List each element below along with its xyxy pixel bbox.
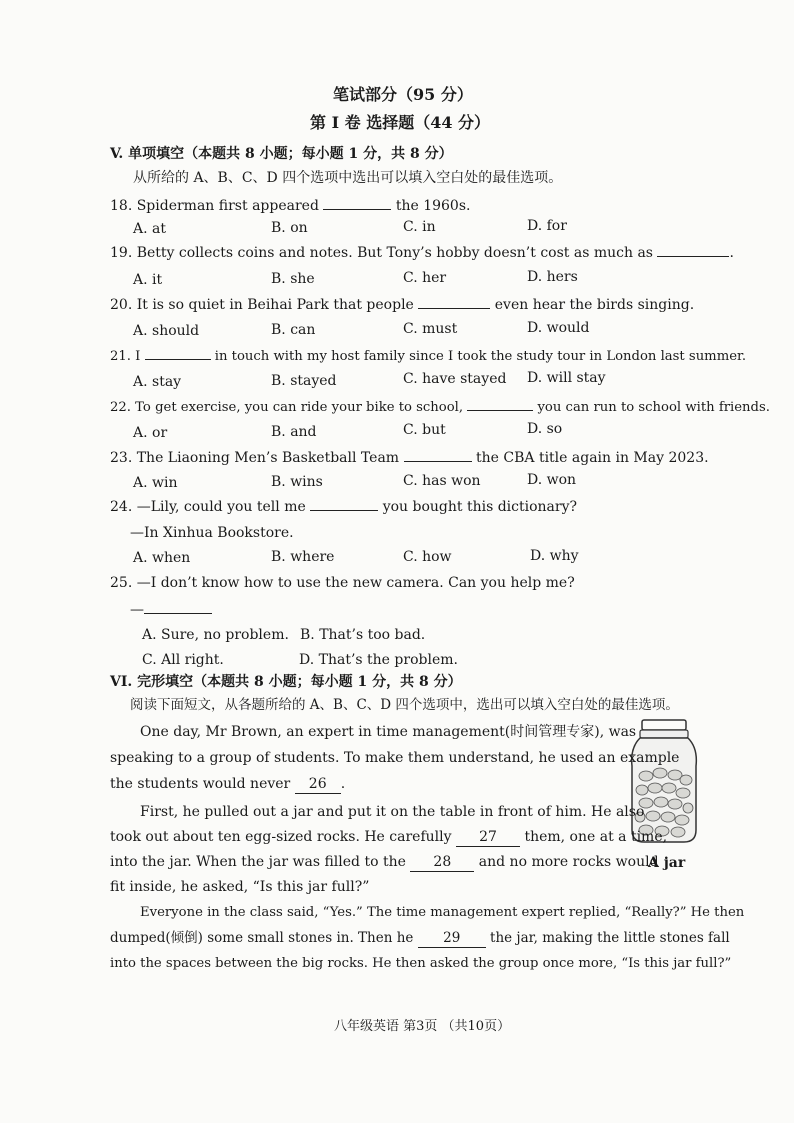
passage-text: . [340, 776, 346, 792]
option-a: A. should [133, 323, 200, 339]
option-b: B. she [271, 271, 315, 287]
option-b: B. where [271, 549, 335, 565]
question-24-answer-line: —In Xinhua Bookstore. [130, 525, 294, 541]
question-stem: 24. —Lily, could you tell me [110, 499, 306, 515]
question-22 [110, 397, 770, 417]
passage-text: and no more rocks would [478, 854, 659, 870]
option-d: D. That’s the problem. [299, 652, 458, 668]
option-c: C. in [403, 219, 436, 235]
passage-text: took out about ten egg-sized rocks. He carefully [110, 829, 452, 845]
question-stem: 20. It is so quiet in Beihai Park that people [110, 297, 414, 313]
option-a: A. win [133, 475, 178, 491]
option-a: A. it [133, 272, 163, 288]
question-stem: 19. Betty collects coins and notes. But Tony’s hobby doesn’t cost as much as [110, 245, 653, 261]
jar-image-icon [632, 720, 697, 842]
option-c: C. how [403, 549, 452, 565]
question-stem-end: the 1960s. [395, 198, 471, 214]
option-d: D. why [530, 548, 579, 564]
option-a: A. Sure, no problem. [142, 627, 289, 643]
question-stem-end: . [729, 245, 734, 261]
question-stem-end: you bought this dictionary? [382, 499, 577, 515]
option-b: B. stayed [271, 373, 337, 389]
question-21 [110, 346, 746, 366]
answer-blank [418, 295, 490, 309]
passage-text: dumped(倾倒) some small stones in. Then he [110, 930, 414, 946]
passage-line: fit inside, he asked, “Is this jar full?” [110, 879, 370, 895]
option-d: D. would [527, 320, 590, 336]
passage-line [110, 828, 668, 846]
question-stem-end: in touch with my host family since I took the study tour in London last summer. [214, 349, 747, 364]
passage-line [110, 775, 345, 794]
answer-blank [323, 196, 391, 210]
passage-line [110, 853, 659, 872]
passage-text: the jar, making the little stones fall [490, 930, 730, 946]
question-23 [110, 448, 709, 467]
section-6-instruction: 阅读下面短文，从各题所给的 A、B、C、D 四个选项中，选出可以填入空白处的最佳选项。 [130, 697, 679, 713]
option-b: B. and [271, 424, 317, 440]
jar-illustration [628, 718, 700, 846]
option-c: C. All right. [142, 652, 224, 668]
question-25-answer-line [130, 600, 212, 619]
jar-caption: A jar [648, 855, 686, 871]
answer-blank [145, 346, 211, 360]
question-24 [110, 497, 577, 516]
option-c: C. but [403, 422, 446, 438]
question-19 [110, 243, 734, 262]
passage-text: into the jar. When the jar was filled to the [110, 854, 406, 870]
question-stem-end: you can run to school with friends. [537, 400, 770, 415]
section-5-instruction: 从所给的 A、B、C、D 四个选项中选出可以填入空白处的最佳选项。 [133, 170, 563, 186]
question-stem-end: the CBA title again in May 2023. [476, 450, 709, 466]
option-a: A. when [133, 550, 191, 566]
page-subtitle: 第 I 卷 选择题（44 分） [310, 113, 491, 132]
dash: — [130, 602, 144, 618]
option-c: C. her [403, 270, 447, 286]
option-a: A. stay [133, 374, 182, 390]
option-d: D. will stay [527, 370, 606, 386]
page-footer: 八年级英语 第3页 （共10页） [334, 1019, 511, 1034]
passage-line: One day, Mr Brown, an expert in time management(时间管理专家), was [140, 724, 637, 740]
option-d: D. so [527, 421, 563, 437]
question-stem-end: even hear the birds singing. [494, 297, 695, 313]
passage-text: the students would never [110, 776, 291, 792]
section-5-heading: V. 单项填空（本题共 8 小题；每小题 1 分，共 8 分） [110, 146, 453, 162]
page-title: 笔试部分（95 分） [333, 85, 473, 104]
option-b: B. can [271, 322, 316, 338]
passage-line-first: First, he pulled out a jar and put it on the table in front of him. He also [140, 804, 645, 820]
passage-line: Everyone in the class said, “Yes.” The time management expert replied, “Really?” He then [140, 905, 745, 920]
question-18 [110, 196, 470, 215]
option-d: D. hers [527, 269, 578, 285]
answer-blank [310, 497, 378, 511]
option-b: B. That’s too bad. [300, 627, 426, 643]
option-d: D. for [527, 218, 567, 234]
option-d: D. won [527, 472, 577, 488]
blank-28: 28 [410, 853, 474, 872]
question-stem: 21. I [110, 349, 141, 364]
passage-line: speaking to a group of students. To make them understand, he used an example [110, 750, 680, 766]
blank-29: 29 [418, 929, 486, 948]
question-25: 25. —I don’t know how to use the new camera. Can you help me? [110, 575, 575, 591]
blank-27: 27 [456, 828, 520, 847]
question-stem: 22. To get exercise, you can ride your bike to school, [110, 400, 464, 415]
question-stem: 23. The Liaoning Men’s Basketball Team [110, 450, 400, 466]
passage-text: them, one at a time, [524, 829, 668, 845]
question-20 [110, 295, 694, 314]
option-a: A. or [133, 425, 168, 441]
option-c: C. has won [403, 473, 481, 489]
answer-blank [657, 243, 729, 257]
passage-line: into the spaces between the big rocks. He then asked the group once more, “Is this jar full?” [110, 956, 732, 971]
answer-blank [144, 600, 212, 614]
option-a: A. at [133, 221, 166, 237]
option-b: B. on [271, 220, 308, 236]
question-stem: 18. Spiderman first appeared [110, 198, 319, 214]
answer-blank [404, 448, 472, 462]
answer-blank [467, 397, 533, 411]
passage-line [110, 929, 730, 948]
blank-26: 26 [295, 775, 341, 794]
option-c: C. have stayed [403, 371, 507, 387]
option-b: B. wins [271, 474, 323, 490]
section-6-heading: VI. 完形填空（本题共 8 小题；每小题 1 分，共 8 分） [110, 674, 462, 690]
option-c: C. must [403, 321, 458, 337]
